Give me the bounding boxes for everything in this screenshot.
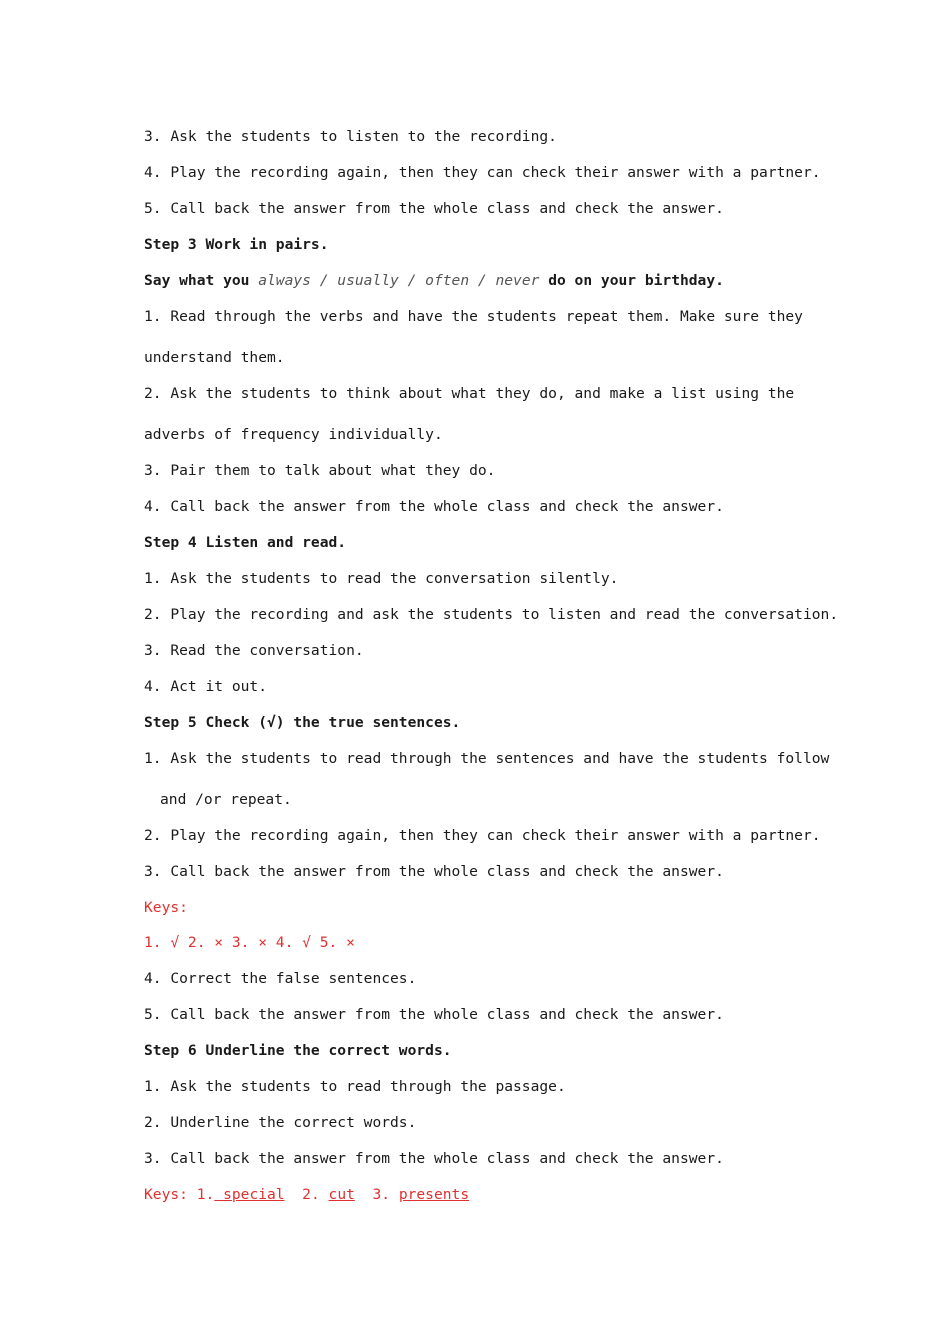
answer-special: special bbox=[214, 1186, 285, 1203]
instruction-line: 1. Ask the students to read the conversation silently. bbox=[144, 570, 619, 587]
answer-cut: cut bbox=[328, 1186, 355, 1203]
keys-label: Keys: bbox=[144, 899, 188, 916]
instruction-line: 2. Play the recording and ask the students to listen and read the conversation. bbox=[144, 606, 839, 623]
instruction-line: 1. Ask the students to read through the passage. bbox=[144, 1078, 566, 1095]
instruction-line: 5. Call back the answer from the whole class and check the answer. bbox=[144, 1006, 724, 1023]
instruction-line: and /or repeat. bbox=[160, 791, 292, 808]
instruction-line: 4. Call back the answer from the whole class and check the answer. bbox=[144, 498, 724, 515]
instruction-line: 1. Read through the verbs and have the students repeat them. Make sure they bbox=[144, 308, 803, 325]
step-heading: Step 3 Work in pairs. bbox=[144, 236, 329, 253]
instruction-line: 3. Call back the answer from the whole class and check the answer. bbox=[144, 863, 724, 880]
instruction-line: 1. Ask the students to read through the sentences and have the students follow bbox=[144, 750, 830, 767]
instruction-line: 3. Call back the answer from the whole class and check the answer. bbox=[144, 1150, 724, 1167]
answer-number: 3. bbox=[354, 1186, 399, 1203]
instruction-line: 3. Read the conversation. bbox=[144, 642, 364, 659]
instruction-line: understand them. bbox=[144, 349, 285, 366]
instruction-line: 3. Ask the students to listen to the recording. bbox=[144, 128, 557, 145]
keys-label: Keys: 1. bbox=[144, 1186, 215, 1203]
instruction-line: 2. Underline the correct words. bbox=[144, 1114, 417, 1131]
keys-underline-line bbox=[144, 1185, 469, 1205]
instruction-line: 5. Call back the answer from the whole class and check the answer. bbox=[144, 200, 724, 217]
step-heading: Step 6 Underline the correct words. bbox=[144, 1042, 452, 1059]
step-heading: Step 5 Check (√) the true sentences. bbox=[144, 714, 461, 731]
task-prefix: Say what you bbox=[144, 272, 259, 289]
instruction-line: 4. Act it out. bbox=[144, 678, 268, 695]
task-line bbox=[144, 271, 724, 291]
answer-number: 2. bbox=[284, 1186, 329, 1203]
step-heading: Step 4 Listen and read. bbox=[144, 534, 347, 551]
task-adverbs: always / usually / often / never bbox=[258, 272, 540, 289]
instruction-line: 2. Play the recording again, then they can check their answer with a partner. bbox=[144, 827, 821, 844]
keys-answers: 1. √ 2. × 3. × 4. √ 5. × bbox=[144, 934, 355, 951]
instruction-line: 4. Play the recording again, then they can check their answer with a partner. bbox=[144, 164, 821, 181]
task-suffix: do on your birthday. bbox=[539, 272, 724, 289]
answer-presents: presents bbox=[398, 1186, 470, 1203]
instruction-line: 4. Correct the false sentences. bbox=[144, 970, 417, 987]
instruction-line: 2. Ask the students to think about what they do, and make a list using the bbox=[144, 385, 795, 402]
instruction-line: adverbs of frequency individually. bbox=[144, 426, 443, 443]
instruction-line: 3. Pair them to talk about what they do. bbox=[144, 462, 496, 479]
